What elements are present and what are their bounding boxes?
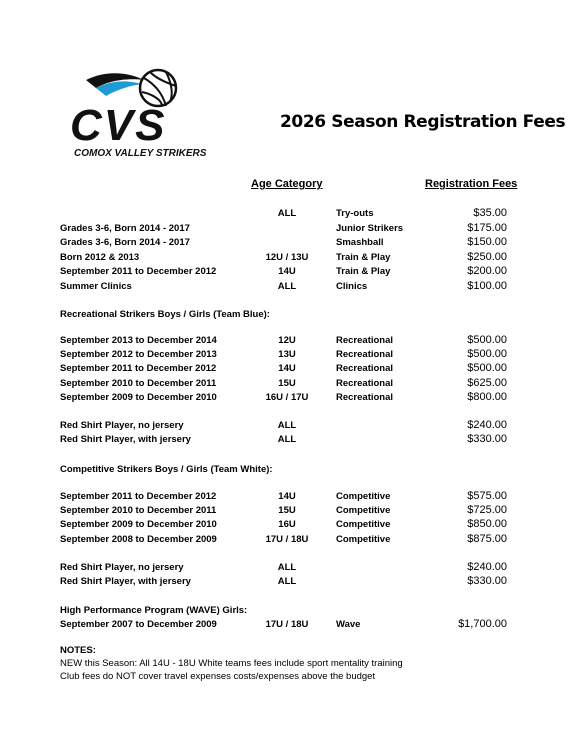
row-program: Recreational [336,391,394,403]
fee-row: September 2013 to December 2014 12U Recreational $500.00 [60,334,507,346]
row-program: Recreational [336,349,394,361]
row-description: Red Shirt Player, with jersery [60,576,191,588]
row-program: Train & Play [336,251,391,263]
row-fee: $240.00 [467,419,507,431]
row-description: Red Shirt Player, with jersery [60,434,191,446]
row-program: Competitive [336,533,391,545]
row-description: September 2013 to December 2014 [60,335,217,346]
row-description: September 2010 to December 2011 [60,505,217,517]
row-fee: $250.00 [467,250,507,263]
fee-row: Red Shirt Player, no jersery ALL $240.00 [60,561,507,573]
row-program: Competitive [336,505,391,517]
row-program: Competitive [336,491,391,502]
fee-row: September 2009 to December 2010 16U Competitive $850.00 [60,518,507,531]
row-description: September 2011 to December 2012 [60,491,217,502]
volleyball-logo-icon [66,66,226,162]
header-registration-fees: Registration Fees [425,178,518,190]
row-program: Recreational [336,363,394,375]
row-fee: $850.00 [467,518,507,531]
section-recreational: Recreational Strikers Boys / Girls (Team Blue): [60,309,270,320]
row-program: Smashball [336,237,384,248]
page-title: 2026 Season Registration Fees [280,112,566,132]
fee-row: September 2007 to December 2009 17U / 18U Wave $1,700.00 [60,618,507,630]
row-fee: $725.00 [467,504,507,517]
fee-row: September 2010 to December 2011 15U Recreational $625.00 [60,376,507,389]
row-description: September 2008 to December 2009 [60,533,217,545]
row-description: September 2009 to December 2010 [60,391,217,403]
row-description: Grades 3-6, Born 2014 - 2017 [60,237,190,248]
row-program: Try-outs [336,208,374,219]
fee-row: ALL Try-outs $35.00 [277,207,507,219]
fee-row: Born 2012 & 2013 12U / 13U Train & Play $250.00 [60,250,507,263]
row-program: Train & Play [336,266,391,277]
fee-row [0,237,579,251]
notes [60,644,403,683]
row-program: Wave [336,619,361,630]
row-description: Grades 3-6, Born 2014 - 2017 [60,222,190,234]
row-fee: $240.00 [467,561,507,573]
row-fee: $35.00 [473,207,507,219]
fee-row: September 2008 to December 2009 17U / 18U Competitive $875.00 [60,532,507,545]
row-fee: $150.00 [467,236,507,248]
row-description: September 2012 to December 2013 [60,349,217,361]
row-fee: $800.00 [467,390,507,403]
row-description: September 2011 to December 2012 [60,363,217,375]
header-age-category: Age Category [251,178,323,190]
notes-heading: NOTES: [60,645,96,656]
notes-line: Club fees do NOT cover travel expenses costs/expenses above the budget [60,671,376,682]
row-fee: $100.00 [467,279,507,292]
row-fee: $500.00 [467,348,507,361]
cvs-logo [66,66,226,162]
row-description: Summer Clinics [60,280,132,292]
fee-row: Red Shirt Player, with jersery ALL $330.00 [60,575,507,588]
section-competitive: Competitive Strikers Boys / Girls (Team White): [60,464,273,475]
fee-row: September 2010 to December 2011 15U Competitive $725.00 [60,504,507,517]
row-description: September 2011 to December 2012 [60,266,217,277]
notes-line: NEW this Season: All 14U - 18U White teams fees include sport mentality training [60,658,403,669]
row-program: Recreational [336,377,394,389]
row-program: Recreational [336,335,394,346]
row-fee: $330.00 [467,575,507,588]
logo-text: CVS [70,101,167,150]
row-fee: $200.00 [467,265,507,277]
row-description: September 2010 to December 2011 [60,377,217,389]
fee-row: September 2011 to December 2012 14U Train & Play $200.00 [60,265,507,277]
row-fee: $875.00 [467,532,507,545]
fee-row: September 2009 to December 2010 16U / 17U Recreational $800.00 [60,390,507,403]
row-fee: $575.00 [467,490,507,502]
row-fee: $330.00 [467,433,507,446]
row-description: Red Shirt Player, no jersery [60,420,184,431]
row-description: Red Shirt Player, no jersery [60,562,184,573]
row-description: September 2009 to December 2010 [60,519,217,531]
row-fee: $175.00 [467,221,507,234]
fee-row: September 2011 to December 2012 14U Competitive $575.00 [60,490,507,502]
row-fee: $1,700.00 [458,618,507,630]
row-program: Clinics [336,280,368,292]
fee-row: Red Shirt Player, no jersery ALL $240.00 [60,419,507,431]
row-fee: $625.00 [467,376,507,389]
fee-row [0,223,579,237]
row-fee: $500.00 [467,334,507,346]
row-program: Competitive [336,519,391,531]
fee-row: Summer Clinics ALL Clinics $100.00 [60,279,507,292]
fee-row: September 2012 to December 2013 13U Recreational $500.00 [60,348,507,361]
row-description: September 2007 to December 2009 [60,619,217,630]
logo-subtitle: COMOX VALLEY STRIKERS [74,148,207,159]
row-program: Junior Strikers [336,222,404,234]
section-high-performance: High Performance Program (WAVE) Girls: [60,605,248,616]
row-fee: $500.00 [467,362,507,375]
fee-row: Red Shirt Player, with jersery ALL $330.00 [60,433,507,446]
fee-row: September 2011 to December 2012 14U Recreational $500.00 [60,362,507,375]
row-description: Born 2012 & 2013 [60,251,140,263]
